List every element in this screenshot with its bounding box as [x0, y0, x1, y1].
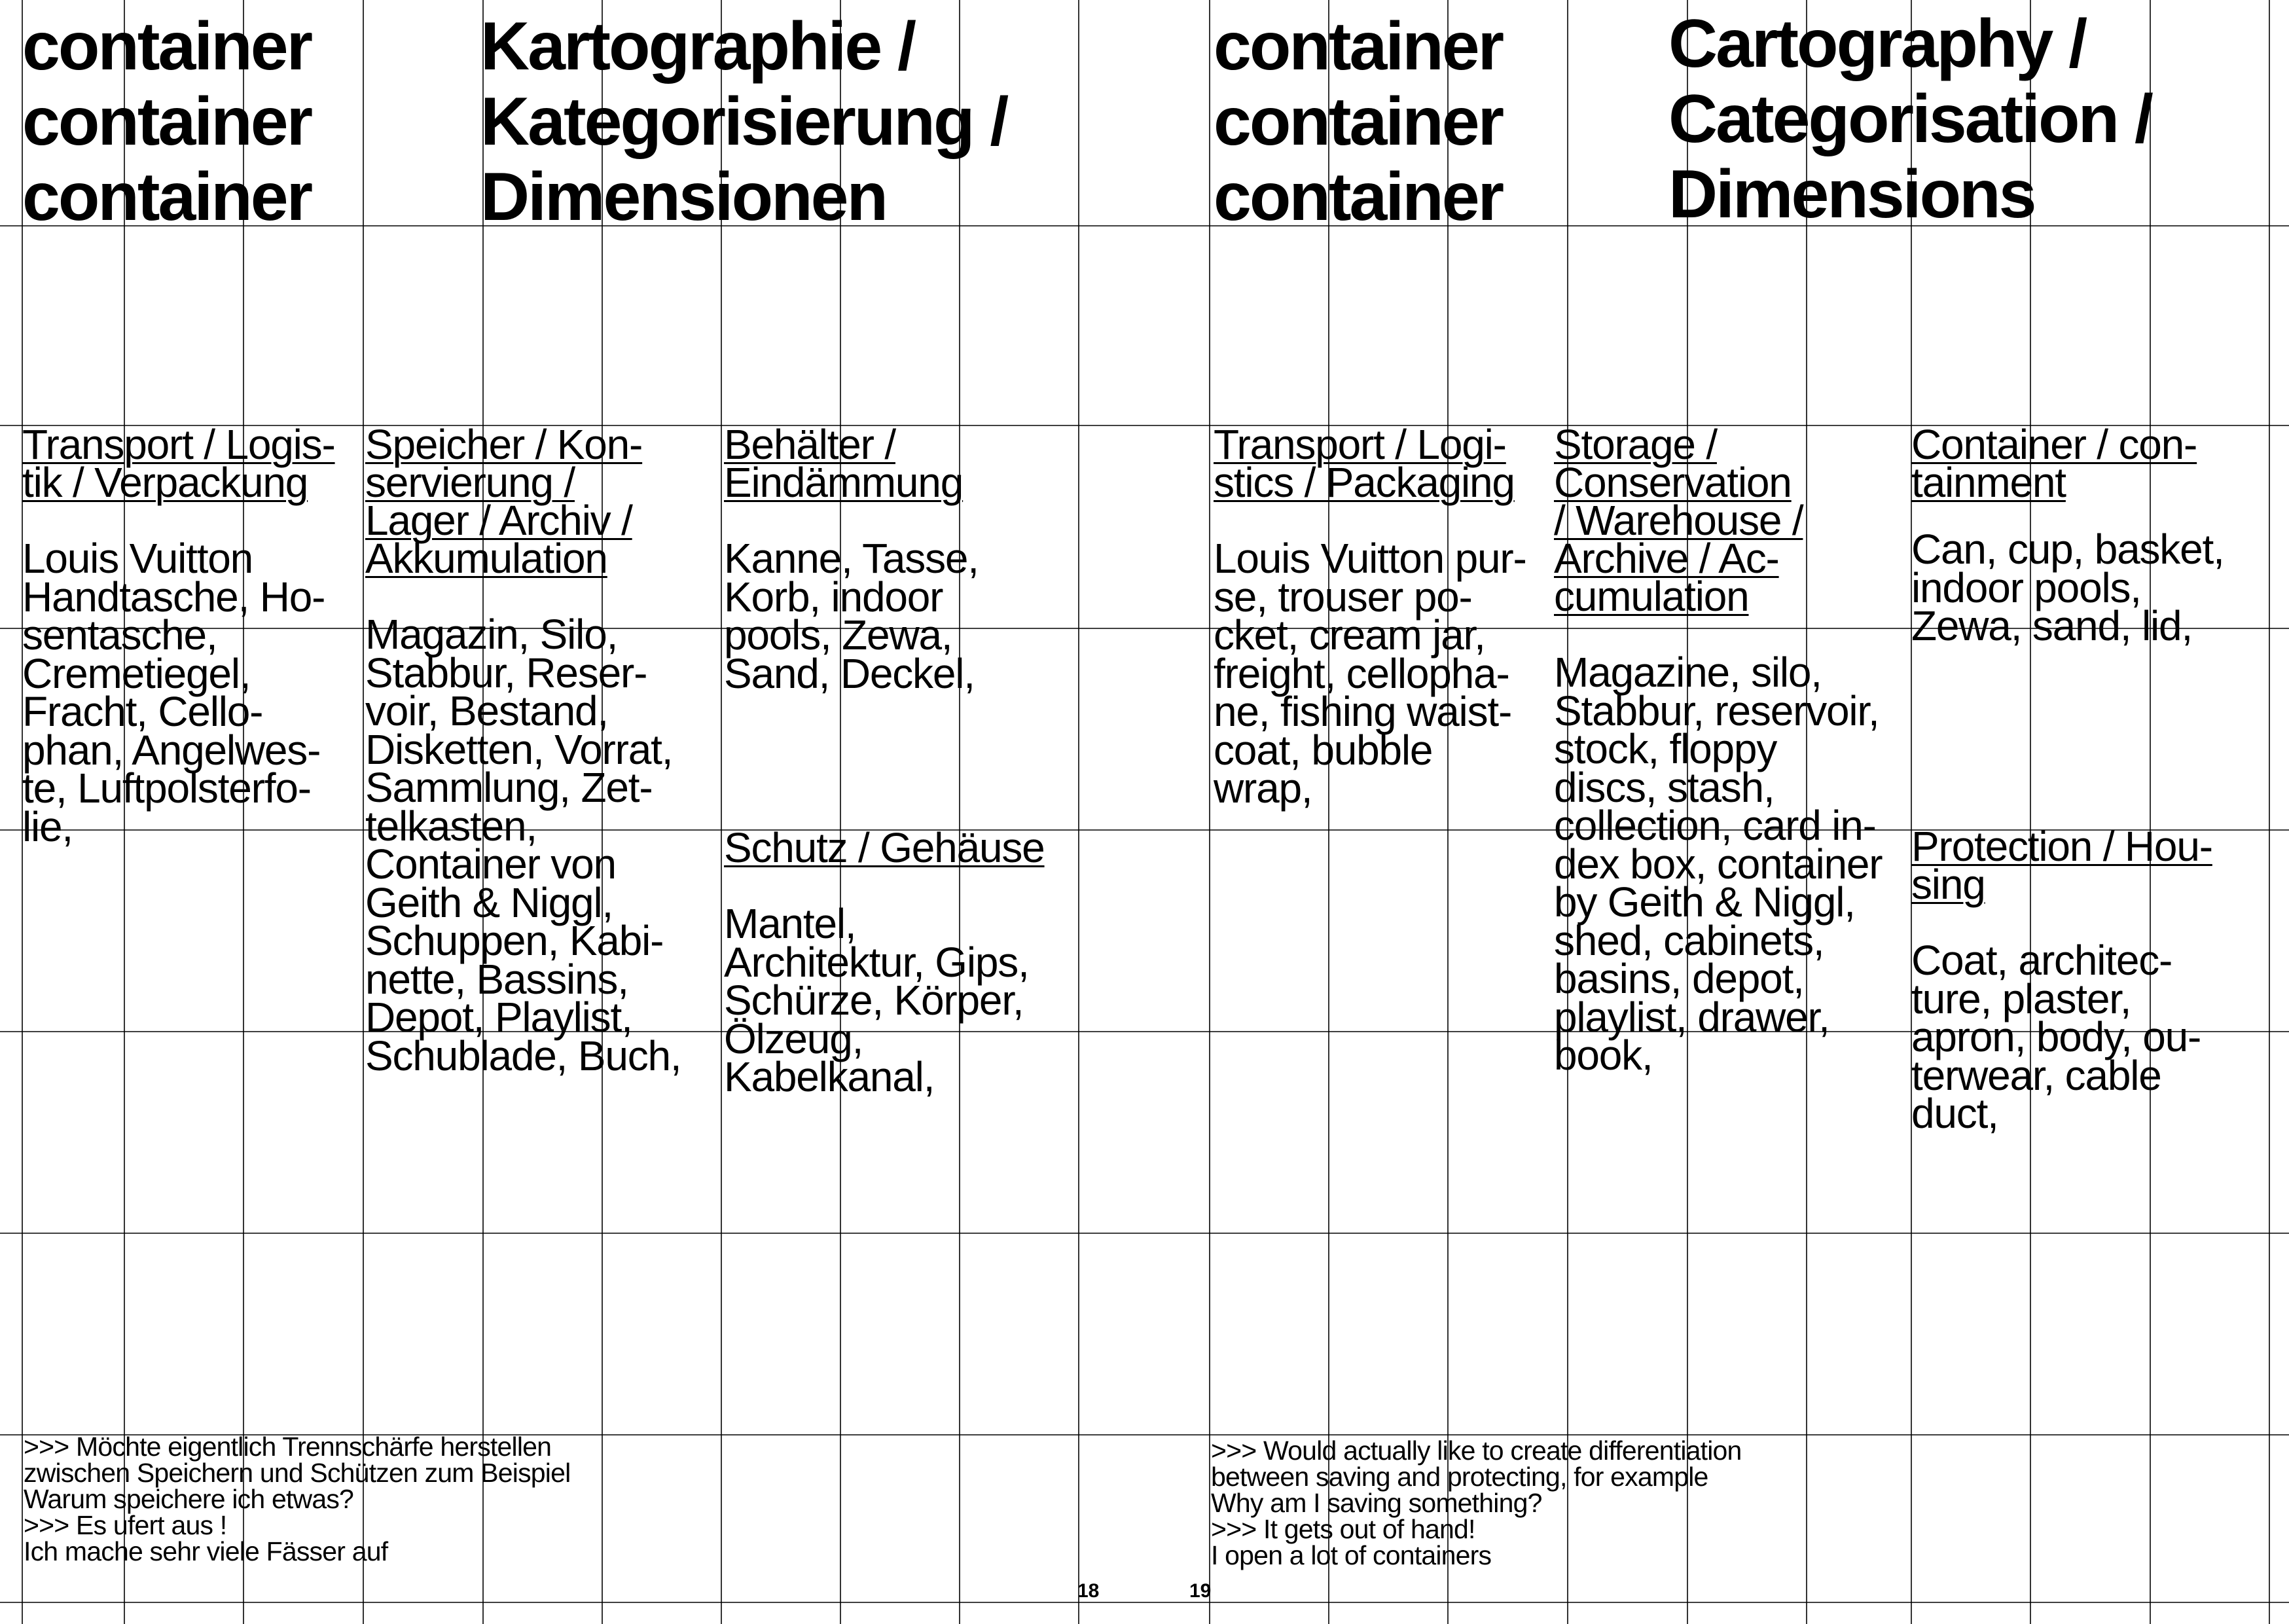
category-items: Can, cup, basket, indoor pools, Zewa, sand, lid,: [1911, 526, 2224, 649]
category-items: Louis Vuitton pur- se, trouser po- cket, cream jar, freight, cellopha- ne, fishing waist- coat, bubble wrap,: [1214, 535, 1526, 812]
category-heading: Schutz / Gehäuse: [724, 824, 1045, 871]
category-column-container-en: [1911, 421, 2278, 649]
category-column-transport-de: [22, 421, 369, 850]
page-title-german: Kartographie / Kategorisierung / Dimensionen: [480, 9, 1007, 235]
page-title-english: Cartography / Categorisation / Dimensions: [1668, 6, 2152, 232]
category-heading: Storage / Conservation / Warehouse / Archive / Ac- cumulation: [1554, 421, 1803, 620]
category-heading: Transport / Logi- stics / Packaging: [1214, 421, 1515, 506]
page-number-left: 18: [1077, 1580, 1100, 1602]
category-column-transport-en: [1214, 421, 1554, 812]
container-title-repeat-left: container container container: [22, 9, 312, 235]
category-items: Magazine, silo, Stabbur, reservoir, stock, floppy discs, stash, collection, card in- dex box, container by Geith & Niggl, shed, cabinets, basins, depot, playlist, drawer, book,: [1554, 649, 1883, 1079]
category-heading: Transport / Logis- tik / Verpackung: [22, 421, 335, 506]
category-items: Magazin, Silo, Stabbur, Reser- voir, Bestand, Disketten, Vorrat, Sammlung, Zet- telkasten, Container von Geith & Niggl, Schuppen, Kabi- nette, Bassins, Depot, Playlist, Schublade, Buch,: [365, 611, 681, 1079]
page-number-right: 19: [1189, 1580, 1212, 1602]
footnote-german: >>> Möchte eigentlich Trennschärfe herstellen zwischen Speichern und Schützen zum Beispiel Warum speichere ich etwas? >>> Es ufert aus ! Ich mache sehr viele Fässer auf: [24, 1432, 571, 1566]
category-heading: Behälter / Eindämmung: [724, 421, 964, 506]
category-heading: Speicher / Kon- servierung / Lager / Archiv / Akkumulation: [365, 421, 643, 582]
category-column-storage-en: [1554, 421, 1907, 1079]
category-heading: Protection / Hou- sing: [1911, 823, 2212, 908]
category-items: Kanne, Tasse, Korb, indoor pools, Zewa, Sand, Deckel,: [724, 535, 979, 697]
category-heading: Container / con- tainment: [1911, 421, 2197, 506]
category-items: Coat, architec- ture, plaster, apron, body, ou- terwear, cable duct,: [1911, 937, 2201, 1137]
category-column-protection-en: [1911, 823, 2278, 1137]
footnote-english: >>> Would actually like to create differentiation between saving and protecting, for example Why am I saving something? >>> It gets out of hand! I open a lot of containers: [1211, 1435, 1742, 1570]
category-column-storage-de: [365, 421, 719, 1079]
category-column-container-de: [724, 421, 1090, 697]
container-title-repeat-right: container container container: [1214, 9, 1503, 235]
category-items: Louis Vuitton Handtasche, Ho- sentasche, Cremetiegel, Fracht, Cello- phan, Angelwes- te, Luftpolsterfo- lie,: [22, 535, 325, 850]
category-column-protection-de: [724, 824, 1090, 1100]
category-items: Mantel, Architektur, Gips, Schürze, Körper, Ölzeug, Kabelkanal,: [724, 900, 1029, 1100]
